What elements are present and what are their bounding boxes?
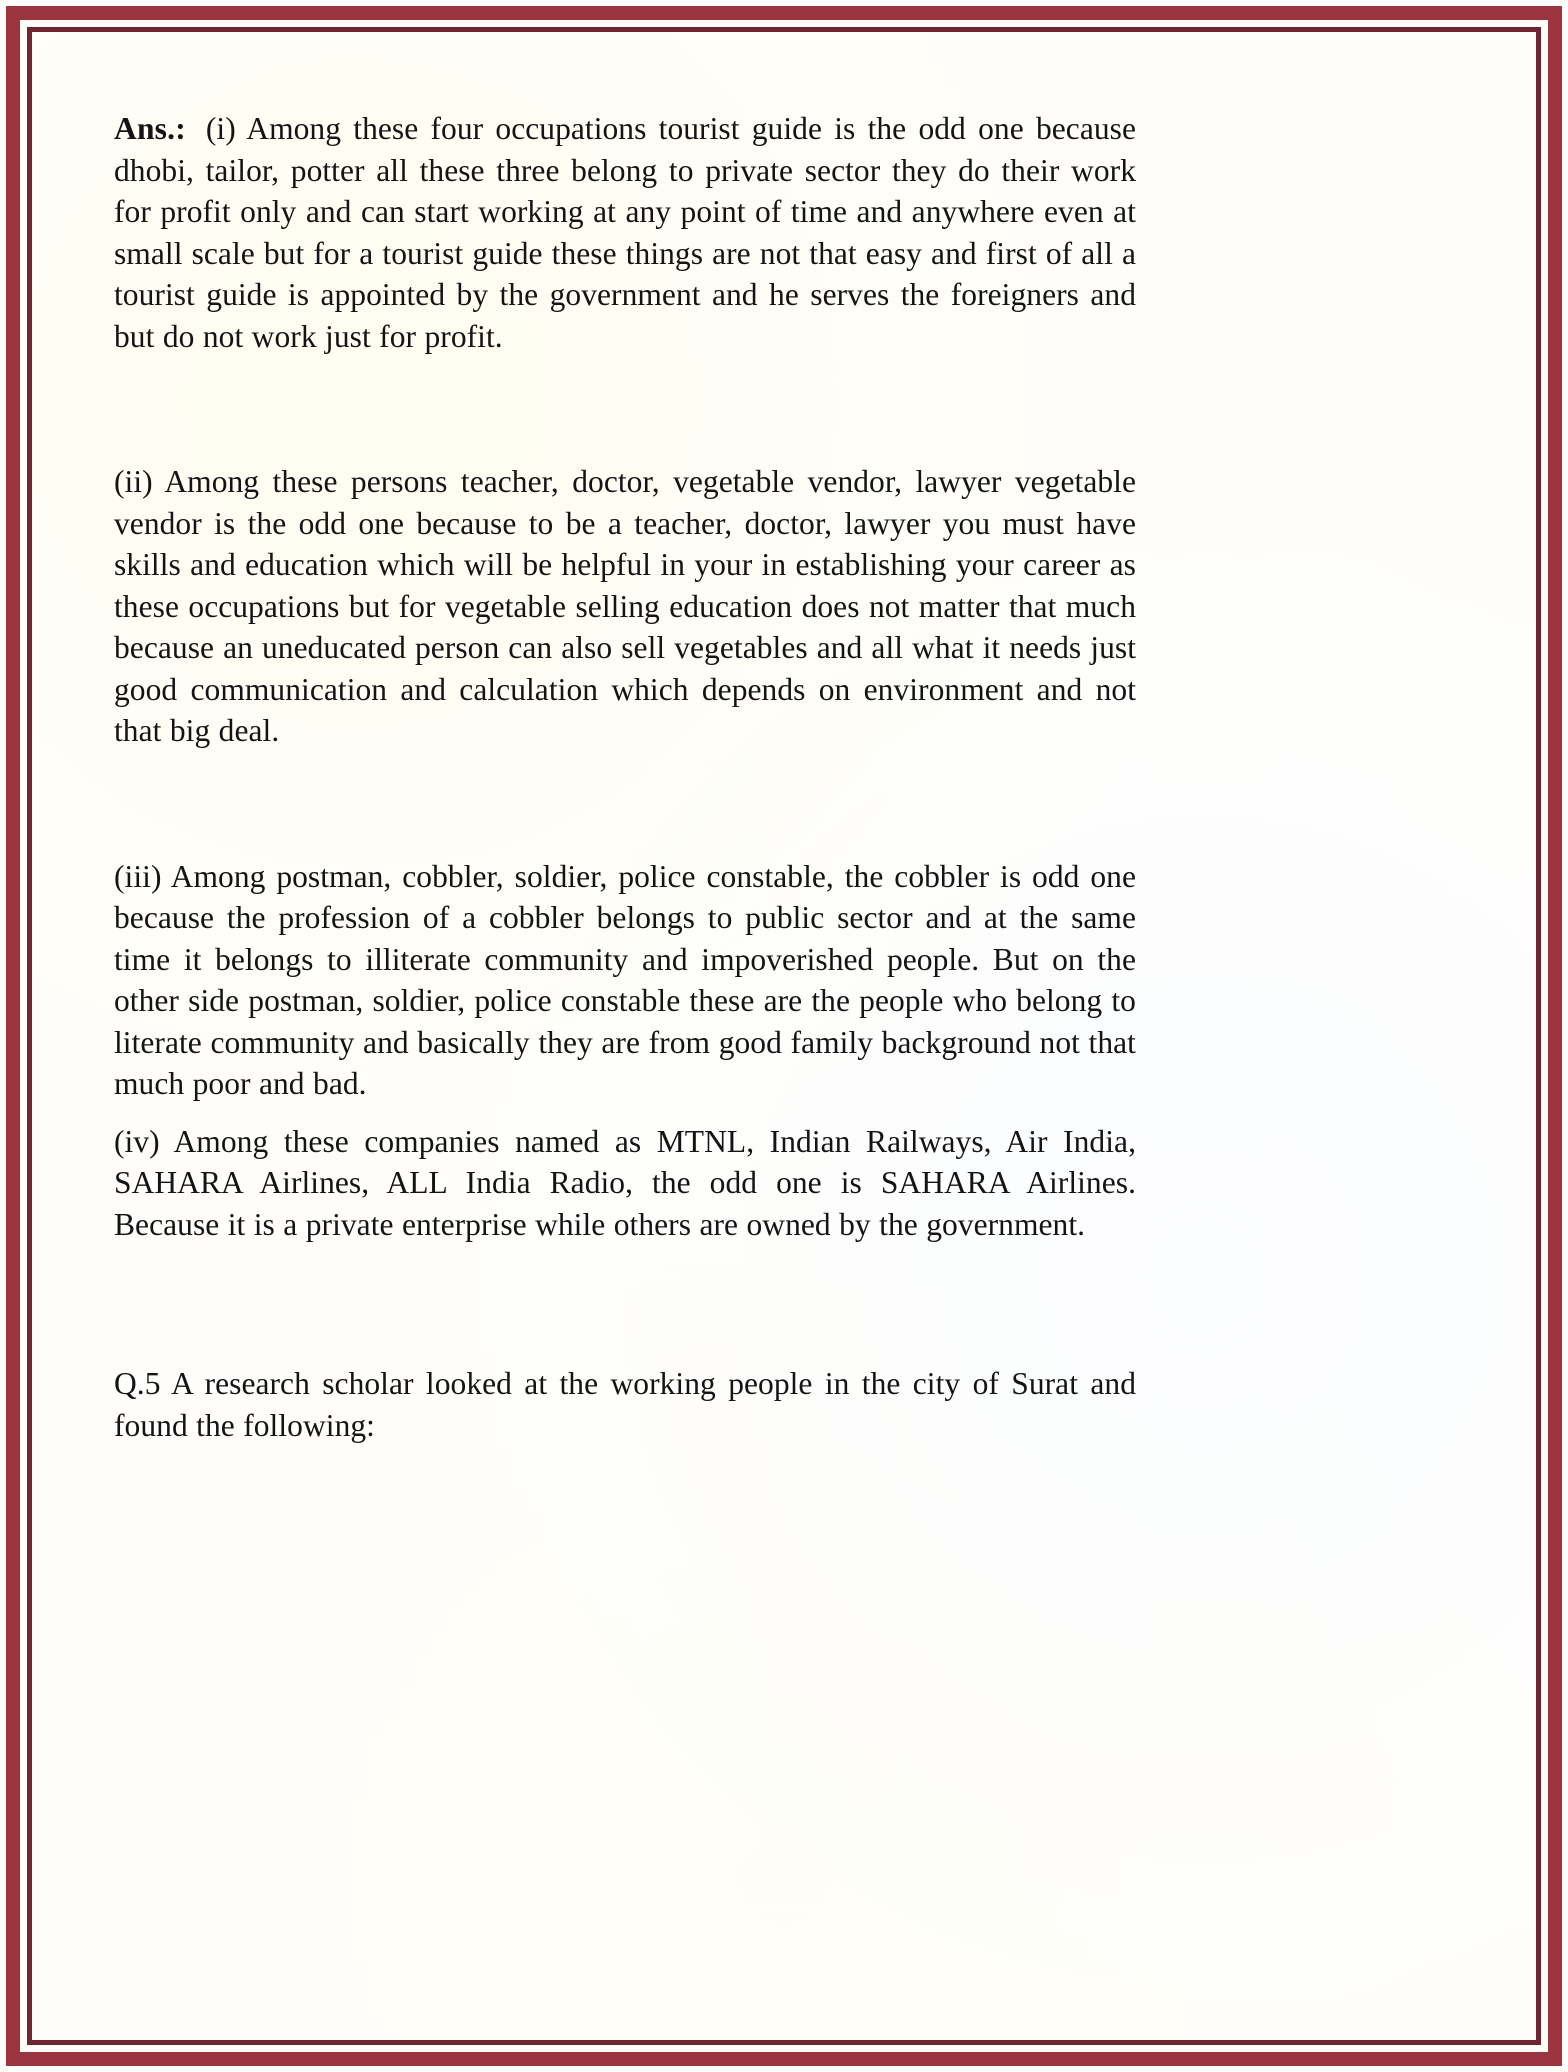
answer-paragraph-iv: (iv) Among these companies named as MTNL, Indian Railways, Air India, SAHARA Airlines, ALL India Radio, the odd one is SAHARA Airlines. Because it is a private enterprise while others are owned by the government. bbox=[114, 1123, 1136, 1242]
document-body bbox=[114, 108, 1136, 1446]
answer-text-i: (i) Among these four occupations tourist guide is the odd one because dhobi, tailor, potter all these three belong to private sector they do their work for profit only and can start working at any point of time and anywhere even at small scale but for a tourist guide these things are not that easy and first of all a tourist guide is appointed by the government and he serves the foreigners and but do not work just for profit. bbox=[114, 111, 1136, 354]
answer-paragraph-i bbox=[114, 108, 1136, 357]
paragraph-gap-1 bbox=[114, 357, 1136, 461]
paragraph-gap-2 bbox=[114, 752, 1136, 856]
answer-paragraph-ii: (ii) Among these persons teacher, doctor, vegetable vendor, lawyer vegetable vendor is the odd one because to be a teacher, doctor, lawyer you must have skills and education which will be helpful in your in establishing your career as these occupations but for vegetable selling education does not matter that much because an uneducated person can also sell vegetables and all what it needs just good communication and calculation which depends on environment and not that big deal. bbox=[114, 464, 1136, 748]
paper-surface bbox=[32, 32, 1536, 2040]
frame-outer-band bbox=[6, 6, 1562, 2066]
answer-label: Ans.: bbox=[114, 111, 186, 146]
paragraph-gap-3 bbox=[114, 1105, 1136, 1121]
frame-inner-rule bbox=[27, 27, 1541, 2045]
answer-paragraph-iii: (iii) Among postman, cobbler, soldier, police constable, the cobbler is odd one because the profession of a cobbler belongs to public sector and at the same time it belongs to illiterate community and impoverished people. But on the other side postman, soldier, police constable these are the people who belong to literate community and basically they are from good family background not that much poor and bad. bbox=[114, 858, 1136, 1101]
paragraph-gap-4 bbox=[114, 1245, 1136, 1363]
question-5-paragraph: Q.5 A research scholar looked at the working people in the city of Surat and found the following: bbox=[114, 1366, 1136, 1443]
frame-white-gap bbox=[20, 20, 1548, 2052]
